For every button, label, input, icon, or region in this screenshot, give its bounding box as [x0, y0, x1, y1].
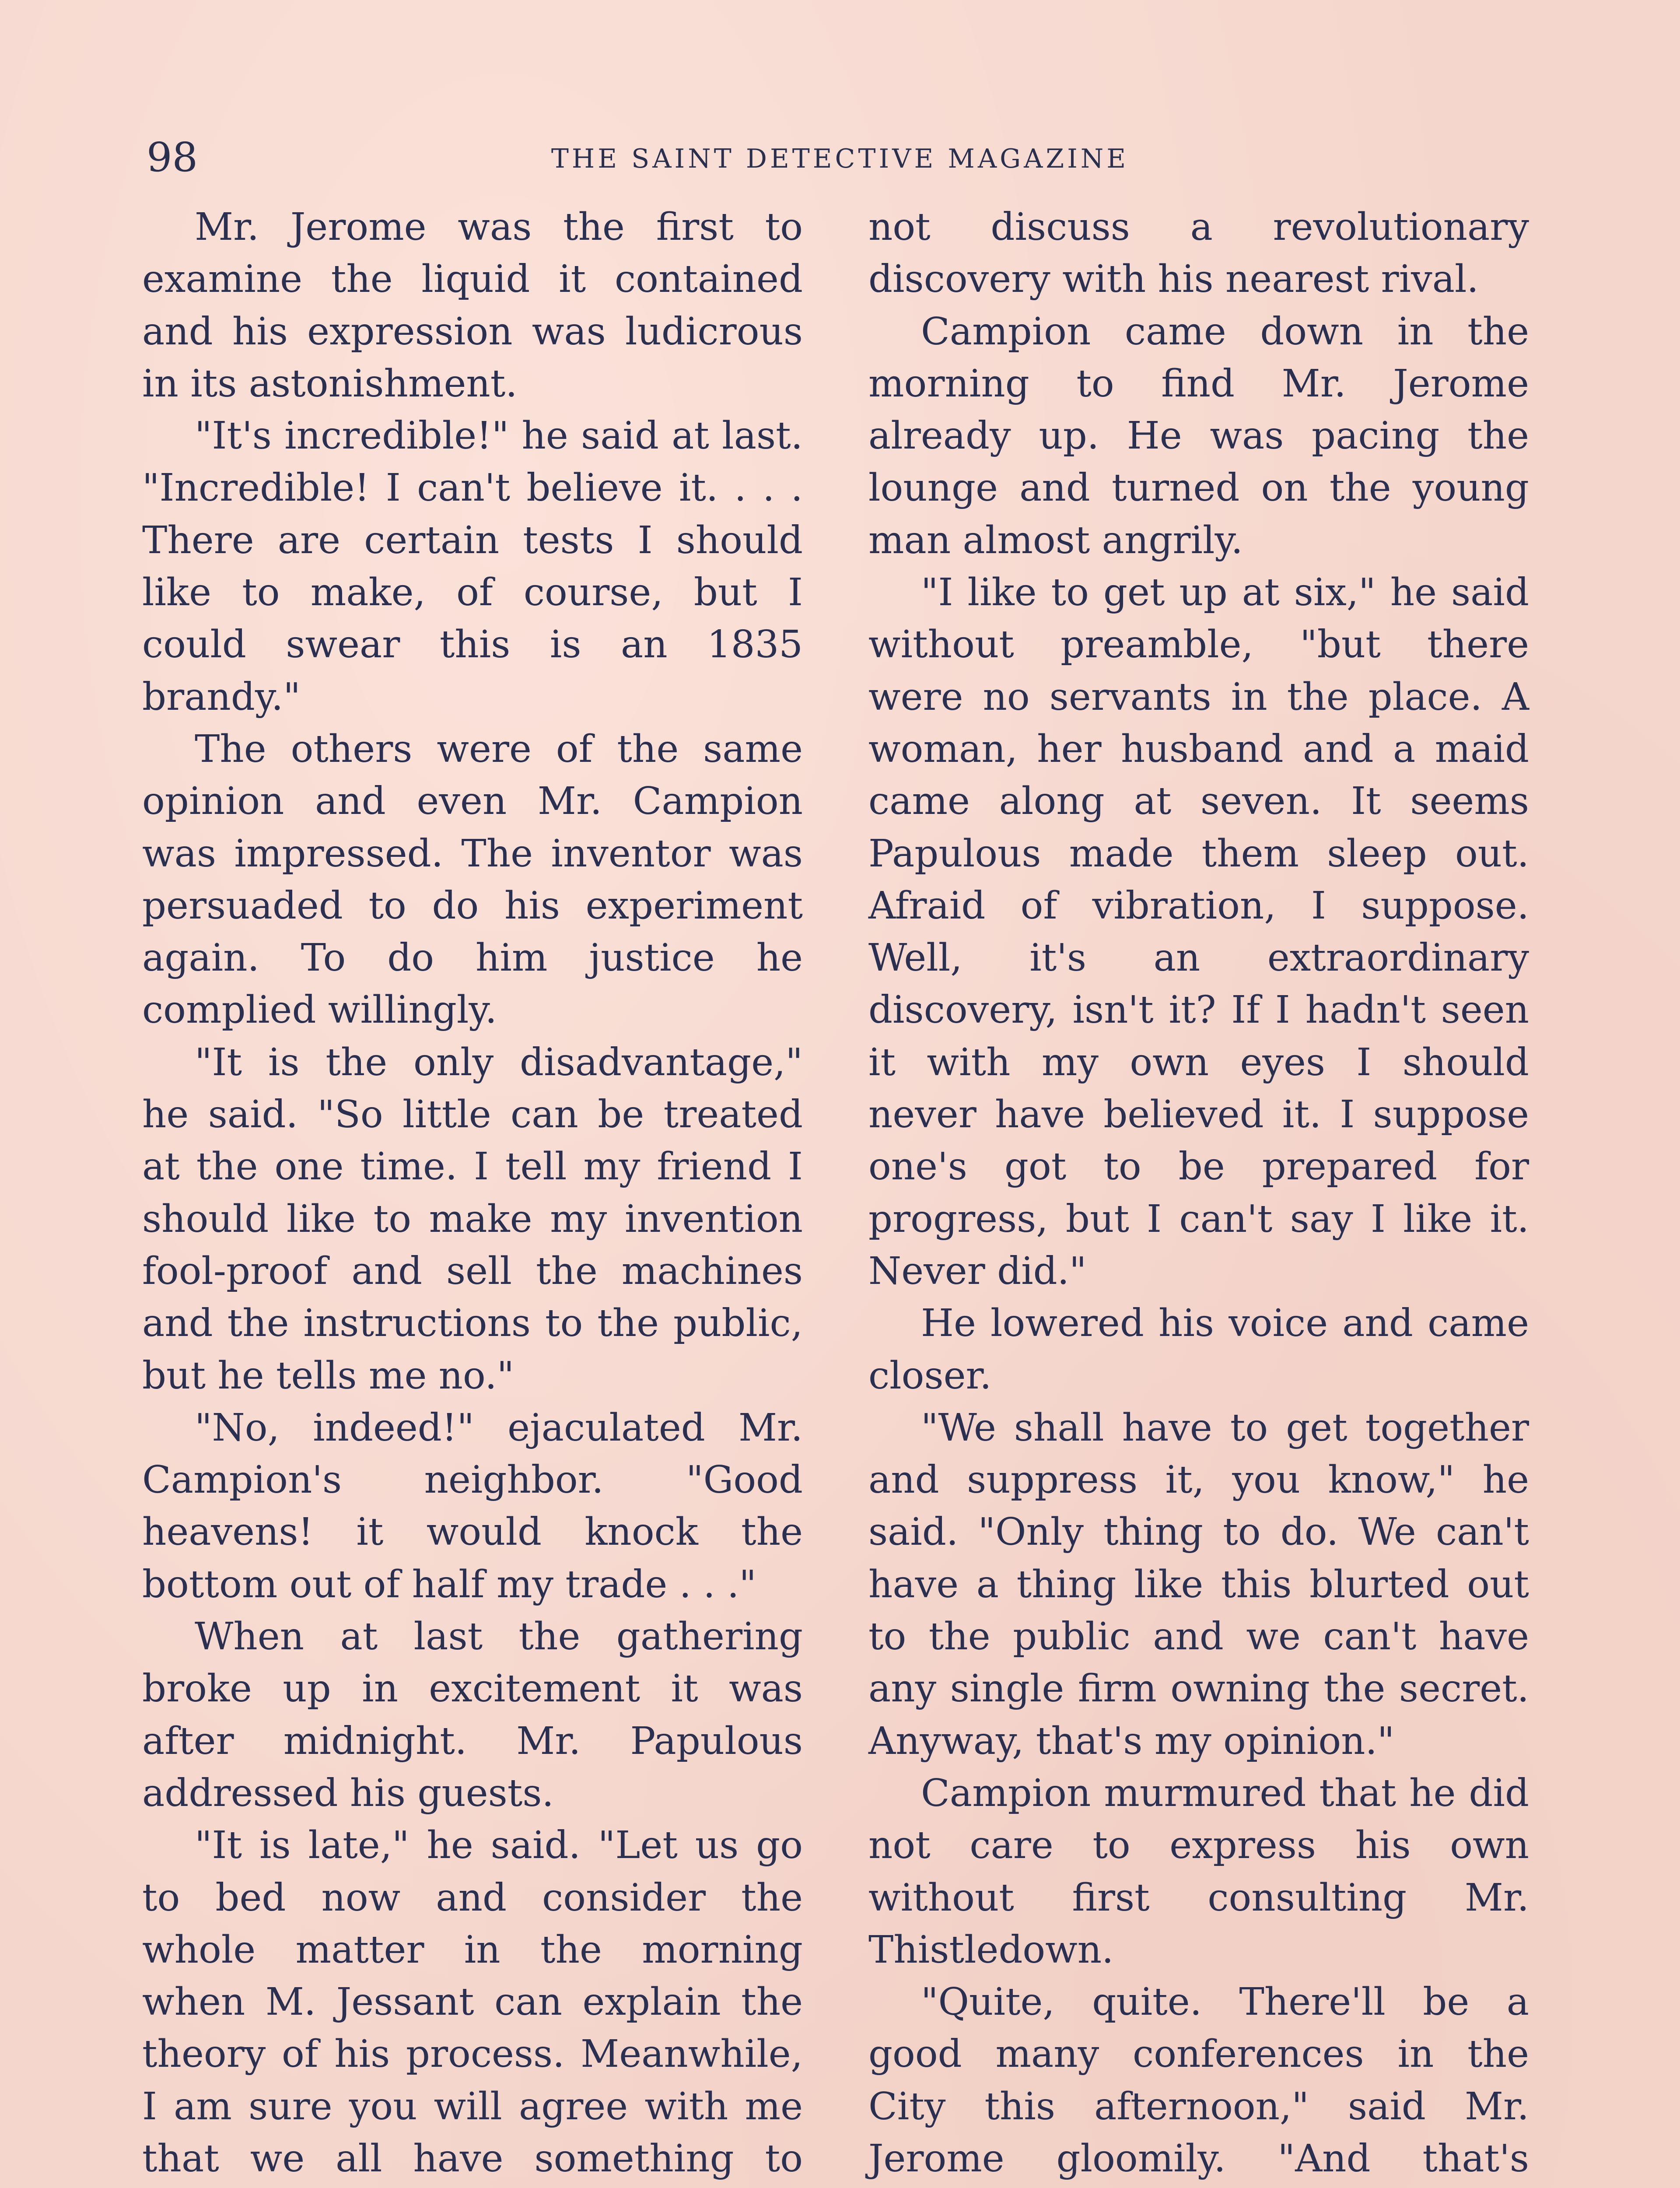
paragraph: "We shall have to get together and suppress it, you know," he said. "Only thing to do. We can't have a thing like this blurted out to the public and we can't have any single firm owning the secret. Anyway, that's my opinion." [868, 1406, 1529, 1763]
left-column [142, 201, 803, 2188]
paragraph: Mr. Jerome was the first to examine the liquid it contained and his expression was ludicrous in its astonishment. [142, 205, 803, 406]
paragraph: The others were of the same opinion and even Mr. Campion was impressed. The inventor was persuaded to do his experiment again. To do him justice he complied willingly. [142, 727, 803, 1032]
paragraph: "Quite, quite. There'll be a good many conferences in the City this afternoon," said Mr. Jerome gloomily. "And that's [868, 1980, 1529, 2181]
paragraph: "It is the only disadvantage," he said. "So little can be treated at the one time. I tell my friend I should like to make my invention fool-proof and sell the machines and the instructions to the public, but he tells me no." [142, 1040, 803, 1398]
page-number: 98 [147, 134, 198, 181]
page-header [147, 131, 1533, 184]
paragraph: "I like to get up at six," he said without preamble, "but there were no servants in the place. A woman, her husband and a maid came along at seven. It seems Papulous made them sleep out. Afraid of vibration, I suppose. Well, it's an extraordinary discovery, isn't it? If I hadn't seen it with my own eyes I should never have believed it. I suppose one's got to be prepared for progress, but I can't say I like it. Never did." [868, 571, 1529, 1293]
paragraph: Campion murmured that he did not care to express his own without first consulting Mr. Thistledown. [868, 1771, 1529, 1972]
running-head: THE SAINT DETECTIVE MAGAZINE [551, 144, 1129, 174]
paragraph: Campion came down in the morning to find Mr. Jerome already up. He was pacing the lounge and turned on the young man almost angrily. [868, 309, 1529, 562]
paragraph-continued: not discuss a revolutionary discovery with his nearest rival. [868, 205, 1529, 302]
paragraph: When at last the gathering broke up in excitement it was after midnight. Mr. Papulous addressed his guests. [142, 1615, 803, 1815]
paragraph: "No, indeed!" ejaculated Mr. Campion's neighbor. "Good heavens! it would knock the bottom out of half my trade . . ." [142, 1406, 803, 1606]
paragraph: He lowered his voice and came closer. [868, 1301, 1529, 1398]
paragraph: "It is late," he said. "Let us go to bed now and consider the whole matter in the morning when M. Jessant can explain the theory of his process. Meanwhile, I am sure you will agree with me that we all have something to [142, 1823, 803, 2181]
right-column [868, 201, 1529, 2188]
paragraph: "It's incredible!" he said at last. "Incredible! I can't believe it. . . . There are certain tests I should like to make, of course, but I could swear this is an 1835 brandy." [142, 414, 803, 719]
